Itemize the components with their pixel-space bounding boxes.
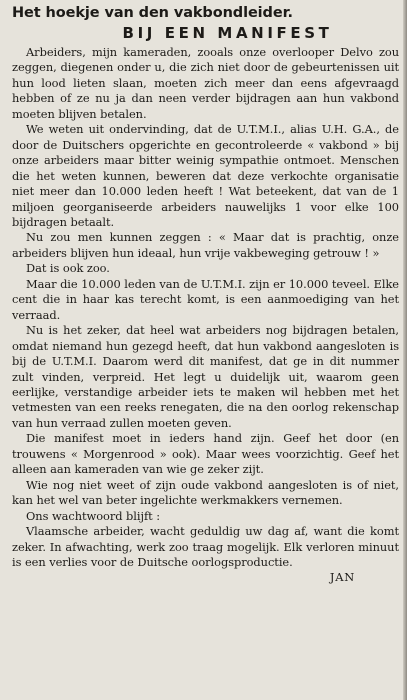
article-paragraph: Nu zou men kunnen zeggen : « Maar dat is prachtig, onze arbeiders blijven hun ideaal, hun vrije vakbeweging getrouw ! » — [12, 230, 399, 260]
article-paragraph: Die manifest moet in ieders hand zijn. Geef het door (en trouwens « Morgenrood » ook). Maar wees voorzichtig. Geef het alleen aan kameraden van wie ge zeker zijt. — [12, 431, 399, 477]
article-paragraph: Dat is ook zoo. — [26, 261, 110, 276]
article-paragraph: Ons wachtwoord blijft : — [26, 508, 161, 523]
article-paragraph: Vlaamsche arbeider, wacht geduldig uw dag af, want die komt zeker. In afwachting, werk zoo traag mogelijk. Elk verloren minuut is een verlies voor de Duitsche oorlogsproductie. — [12, 524, 399, 569]
article-body — [12, 45, 399, 570]
page-edge — [403, 0, 407, 700]
article-paragraph: Arbeiders, mijn kameraden, zooals onze overlooper Delvo zou zeggen, diegenen onder u, die zich niet door de gebeurtenissen uit hun lood lieten slaan, moeten zich meer dan eens afgevraagd hebben of ze nu ja dan neen verder bijdragen aan hun vakbond moeten blijven betalen. — [12, 45, 399, 121]
column-kicker: Het hoekje van den vakbondleider. — [12, 5, 293, 21]
article-paragraph: We weten uit ondervinding, dat de U.T.M.I., alias U.H. G.A., de door de Duitschers opgerichte en gecontroleerde « vakbond » bij onze arbeiders maar bitter weinig sympathie ontmoet. Menschen die het weten kunnen, beweren dat deze verkochte organisatie niet meer dan 10.000 leden heeft ! Wat beteekent, dat van de 1 miljoen georganiseerde arbeiders nauwelijks 1 voor elke 100 bijdragen betaalt. — [12, 122, 399, 229]
article-paragraph: Wie nog niet weet of zijn oude vakbond aangesloten is of niet, kan het wel van beter ingelichte werkmakkers vernemen. — [12, 477, 399, 508]
article-paragraph: Nu is het zeker, dat heel wat arbeiders nog bijdragen betalen, omdat niemand hun gezegd heeft, dat hun vakbond aangesloten is bij de U.T.M.I. Daarom werd dit manifest, dat ge in dit nummer zult vinden, verpreid. Het legt u duidelijk uit, waarom geen eerlijke, verstandige arbeider iets te maken wil hebben met het vetmesten van een reeks renegaten, die na den oorlog rekenschap van hun verraad zullen moeten geven. — [12, 323, 399, 430]
article-paragraph: Maar die 10.000 leden van de U.T.M.I. zijn er 10.000 teveel. Elke cent die in haar kas terecht komt, is een aanmoediging van het verraad. — [12, 276, 399, 322]
article-headline: BIJ EEN MANIFEST — [122, 24, 333, 42]
author-signature: JAN — [329, 570, 355, 585]
